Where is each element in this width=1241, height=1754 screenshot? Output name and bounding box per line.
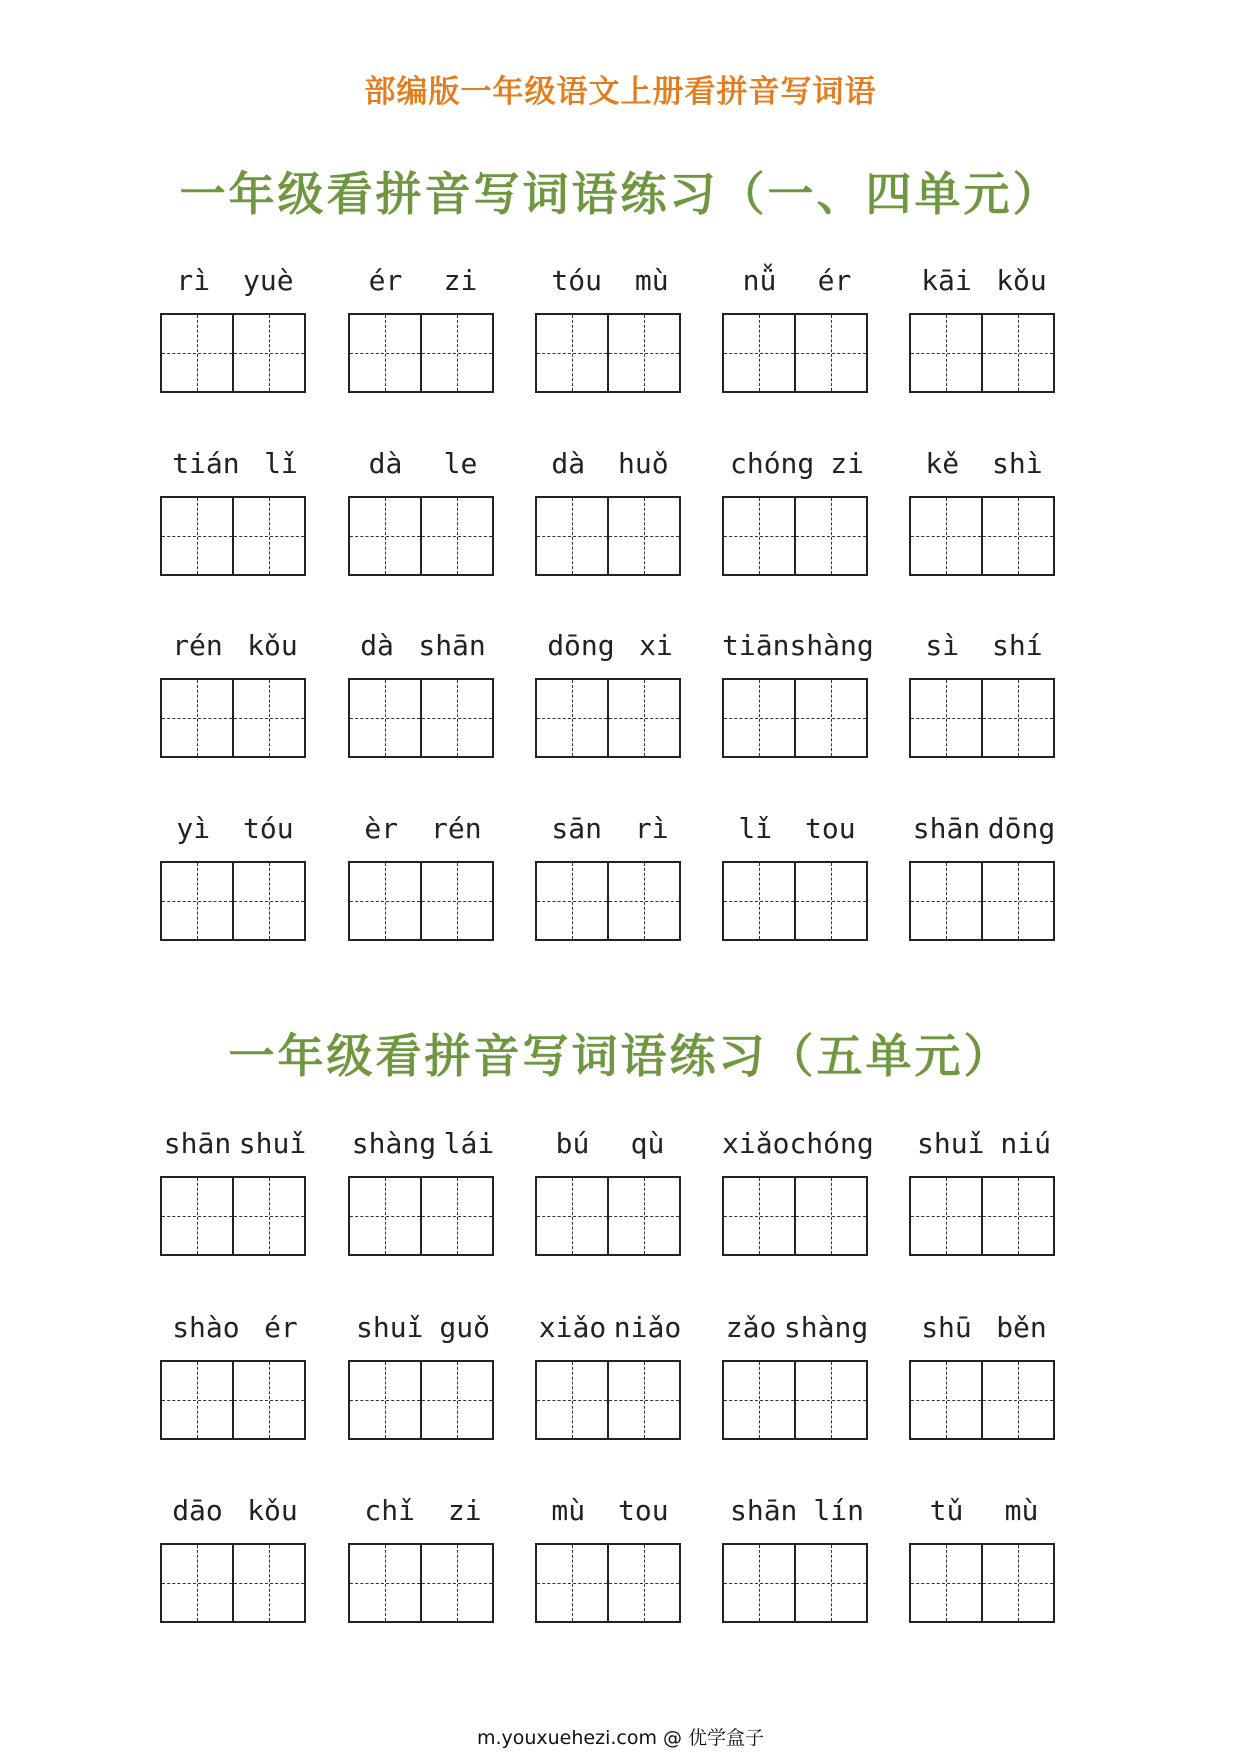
tianzige-boxes xyxy=(909,1360,1059,1440)
pinyin-syllable: shān xyxy=(418,629,486,662)
pinyin-syllable: nǚ xyxy=(742,264,777,297)
word-item xyxy=(160,1493,310,1623)
pinyin-syllable: mù xyxy=(551,1494,586,1527)
pinyin-syllable: zi xyxy=(830,447,864,480)
pinyin-syllable: xiǎo xyxy=(538,1311,607,1344)
pinyin-label xyxy=(160,628,310,664)
tianzige-boxes xyxy=(348,861,498,941)
tianzige-boxes xyxy=(160,1543,310,1623)
section-title-2: 一年级看拼音写词语练习（五单元） xyxy=(228,1029,1013,1083)
pinyin-syllable: shū xyxy=(921,1311,972,1344)
word-item xyxy=(722,811,872,941)
word-item xyxy=(535,628,685,758)
pinyin-syllable: shàng xyxy=(351,1127,437,1160)
pinyin-syllable: shí xyxy=(991,629,1043,662)
pinyin-label xyxy=(722,446,872,482)
tianzige-boxes xyxy=(348,1360,498,1440)
tianzige-box[interactable] xyxy=(794,1360,868,1440)
tianzige-boxes xyxy=(909,861,1059,941)
pinyin-syllable: rì xyxy=(176,264,211,297)
pinyin-syllable: shuǐ xyxy=(916,1127,985,1160)
tianzige-box[interactable] xyxy=(232,861,306,941)
tianzige-box[interactable] xyxy=(607,1543,681,1623)
word-item xyxy=(722,263,872,393)
pinyin-label xyxy=(348,263,498,299)
word-item xyxy=(535,1310,685,1440)
tianzige-box[interactable] xyxy=(722,313,796,393)
pinyin-label xyxy=(722,1493,872,1529)
pinyin-syllable: qù xyxy=(630,1127,665,1160)
pinyin-syllable: shān xyxy=(163,1127,232,1160)
tianzige-box[interactable] xyxy=(794,1543,868,1623)
pinyin-syllable: niǎo xyxy=(613,1311,682,1344)
pinyin-label xyxy=(535,1493,685,1529)
tianzige-box[interactable] xyxy=(909,1543,983,1623)
tianzige-box[interactable] xyxy=(722,1360,796,1440)
pinyin-label xyxy=(160,1310,310,1346)
tianzige-box[interactable] xyxy=(981,1360,1055,1440)
pinyin-label xyxy=(535,811,685,847)
tianzige-boxes xyxy=(909,313,1059,393)
pinyin-syllable: kāi xyxy=(921,264,972,297)
pinyin-syllable: dà xyxy=(551,447,586,480)
word-item xyxy=(348,263,498,393)
tianzige-box[interactable] xyxy=(909,1360,983,1440)
tianzige-boxes xyxy=(348,313,498,393)
tianzige-box[interactable] xyxy=(348,313,422,393)
pinyin-label xyxy=(722,263,872,299)
tianzige-box[interactable] xyxy=(909,496,983,576)
pinyin-label xyxy=(909,628,1059,664)
pinyin-label xyxy=(909,811,1059,847)
tianzige-box[interactable] xyxy=(607,861,681,941)
tianzige-box[interactable] xyxy=(981,496,1055,576)
pinyin-syllable: bú xyxy=(555,1127,590,1160)
pinyin-syllable: běn xyxy=(996,1311,1047,1344)
tianzige-boxes xyxy=(722,1543,872,1623)
pinyin-syllable: dà xyxy=(360,629,394,662)
tianzige-boxes xyxy=(722,678,872,758)
pinyin-label xyxy=(348,628,498,664)
tianzige-box[interactable] xyxy=(348,496,422,576)
pinyin-label xyxy=(909,1126,1059,1162)
tianzige-boxes xyxy=(909,1176,1059,1256)
tianzige-box[interactable] xyxy=(535,496,609,576)
pinyin-label xyxy=(722,811,872,847)
tianzige-boxes xyxy=(535,678,685,758)
word-item xyxy=(722,1493,872,1623)
pinyin-syllable: le xyxy=(443,447,478,480)
tianzige-boxes xyxy=(535,1176,685,1256)
pinyin-label xyxy=(348,1126,498,1162)
pinyin-syllable: chǐ xyxy=(364,1494,415,1527)
tianzige-box[interactable] xyxy=(909,678,983,758)
pinyin-label xyxy=(535,263,685,299)
tianzige-boxes xyxy=(160,861,310,941)
word-item xyxy=(348,1493,498,1623)
pinyin-syllable: lín xyxy=(813,1494,864,1527)
tianzige-box[interactable] xyxy=(981,313,1055,393)
pinyin-label xyxy=(348,446,498,482)
tianzige-box[interactable] xyxy=(420,1543,494,1623)
tianzige-boxes xyxy=(160,496,310,576)
tianzige-boxes xyxy=(160,1176,310,1256)
pinyin-label xyxy=(348,1493,498,1529)
pinyin-syllable: mù xyxy=(1004,1494,1039,1527)
pinyin-syllable: tou xyxy=(617,1494,669,1527)
tianzige-boxes xyxy=(348,1176,498,1256)
word-item xyxy=(722,446,872,576)
tianzige-box[interactable] xyxy=(535,861,609,941)
tianzige-box[interactable] xyxy=(535,313,609,393)
word-item xyxy=(160,628,310,758)
word-item xyxy=(909,1126,1059,1256)
tianzige-boxes xyxy=(535,1360,685,1440)
tianzige-box[interactable] xyxy=(794,1176,868,1256)
tianzige-box[interactable] xyxy=(607,678,681,758)
pinyin-syllable: dōng xyxy=(987,812,1056,845)
word-item xyxy=(160,263,310,393)
tianzige-box[interactable] xyxy=(420,1176,494,1256)
pinyin-syllable: tóu xyxy=(242,812,294,845)
pinyin-syllable: tiān xyxy=(722,629,790,662)
pinyin-syllable: sān xyxy=(551,812,602,845)
tianzige-box[interactable] xyxy=(909,861,983,941)
tianzige-box[interactable] xyxy=(722,1176,796,1256)
tianzige-box[interactable] xyxy=(607,1360,681,1440)
pinyin-syllable: èr xyxy=(364,812,399,845)
tianzige-box[interactable] xyxy=(794,496,868,576)
tianzige-boxes xyxy=(348,678,498,758)
pinyin-syllable: shān xyxy=(729,1494,798,1527)
pinyin-syllable: shào xyxy=(172,1311,240,1344)
pinyin-syllable: kǒu xyxy=(247,629,298,662)
pinyin-label xyxy=(160,1126,310,1162)
word-item xyxy=(909,446,1059,576)
word-item xyxy=(722,1126,872,1256)
tianzige-boxes xyxy=(535,313,685,393)
word-item xyxy=(348,446,498,576)
pinyin-label xyxy=(348,1310,498,1346)
tianzige-box[interactable] xyxy=(607,313,681,393)
pinyin-syllable: chóng xyxy=(729,447,815,480)
footer-watermark: m.youxuehezi.com @ 优学盒子 xyxy=(476,1727,765,1749)
tianzige-box[interactable] xyxy=(535,1176,609,1256)
pinyin-syllable: ér xyxy=(368,264,403,297)
tianzige-boxes xyxy=(160,678,310,758)
pinyin-syllable: zǎo xyxy=(725,1311,777,1344)
tianzige-box[interactable] xyxy=(535,1360,609,1440)
pinyin-syllable: zi xyxy=(447,1494,482,1527)
word-item xyxy=(909,811,1059,941)
word-item xyxy=(348,1310,498,1440)
word-item xyxy=(160,446,310,576)
tianzige-box[interactable] xyxy=(348,1176,422,1256)
tianzige-box[interactable] xyxy=(722,1543,796,1623)
pinyin-syllable: dāo xyxy=(172,1494,223,1527)
tianzige-boxes xyxy=(160,1360,310,1440)
tianzige-box[interactable] xyxy=(981,1176,1055,1256)
tianzige-boxes xyxy=(535,496,685,576)
pinyin-label xyxy=(722,1310,872,1346)
pinyin-syllable: lǐ xyxy=(264,447,298,480)
pinyin-label xyxy=(909,1493,1059,1529)
pinyin-syllable: lǐ xyxy=(738,812,773,845)
pinyin-syllable: shuǐ xyxy=(355,1311,424,1344)
pinyin-syllable: kǒu xyxy=(996,264,1047,297)
pinyin-syllable: xi xyxy=(639,629,673,662)
pinyin-syllable: zi xyxy=(443,264,478,297)
word-item xyxy=(909,1493,1059,1623)
tianzige-box[interactable] xyxy=(722,678,796,758)
pinyin-syllable: sì xyxy=(925,629,960,662)
section-title-1: 一年级看拼音写词语练习（一、四单元） xyxy=(179,167,1062,221)
tianzige-box[interactable] xyxy=(232,496,306,576)
tianzige-box[interactable] xyxy=(909,313,983,393)
pinyin-syllable: dà xyxy=(368,447,403,480)
tianzige-boxes xyxy=(722,313,872,393)
tianzige-box[interactable] xyxy=(420,1360,494,1440)
pinyin-label xyxy=(909,446,1059,482)
pinyin-syllable: ér xyxy=(264,1311,298,1344)
word-item xyxy=(535,811,685,941)
tianzige-box[interactable] xyxy=(722,496,796,576)
pinyin-syllable: kǒu xyxy=(247,1494,298,1527)
tianzige-boxes xyxy=(722,1176,872,1256)
tianzige-box[interactable] xyxy=(981,1543,1055,1623)
tianzige-boxes xyxy=(348,496,498,576)
pinyin-syllable: kě xyxy=(925,447,960,480)
pinyin-label xyxy=(535,446,685,482)
word-item xyxy=(722,1310,872,1440)
tianzige-box[interactable] xyxy=(160,678,234,758)
word-item xyxy=(348,811,498,941)
tianzige-box[interactable] xyxy=(420,678,494,758)
tianzige-box[interactable] xyxy=(722,861,796,941)
pinyin-syllable: tián xyxy=(172,447,240,480)
word-item xyxy=(348,628,498,758)
pinyin-syllable: ér xyxy=(817,264,852,297)
pinyin-label xyxy=(160,1493,310,1529)
tianzige-boxes xyxy=(722,1360,872,1440)
word-item xyxy=(535,263,685,393)
tianzige-boxes xyxy=(909,678,1059,758)
tianzige-boxes xyxy=(535,1543,685,1623)
pinyin-syllable: lái xyxy=(443,1127,495,1160)
word-item xyxy=(535,1493,685,1623)
word-item xyxy=(160,1126,310,1256)
tianzige-boxes xyxy=(909,496,1059,576)
pinyin-label xyxy=(535,1310,685,1346)
pinyin-syllable: rén xyxy=(172,629,223,662)
pinyin-syllable: xiǎo xyxy=(722,1127,790,1160)
tianzige-boxes xyxy=(348,1543,498,1623)
pinyin-syllable: shuǐ xyxy=(238,1127,307,1160)
pinyin-syllable: guǒ xyxy=(439,1311,490,1344)
pinyin-syllable: shàng xyxy=(789,629,874,662)
pinyin-label xyxy=(535,628,685,664)
tianzige-box[interactable] xyxy=(535,678,609,758)
tianzige-box[interactable] xyxy=(160,1543,234,1623)
word-item xyxy=(722,628,872,758)
tianzige-boxes xyxy=(160,313,310,393)
tianzige-box[interactable] xyxy=(420,861,494,941)
tianzige-box[interactable] xyxy=(160,1360,234,1440)
pinyin-syllable: tou xyxy=(804,812,856,845)
tianzige-box[interactable] xyxy=(607,496,681,576)
tianzige-box[interactable] xyxy=(348,678,422,758)
tianzige-box[interactable] xyxy=(160,313,234,393)
pinyin-label xyxy=(722,1126,872,1162)
tianzige-box[interactable] xyxy=(232,1176,306,1256)
pinyin-syllable: mù xyxy=(634,264,669,297)
tianzige-box[interactable] xyxy=(348,861,422,941)
pinyin-syllable: rì xyxy=(634,812,669,845)
word-item xyxy=(535,1126,685,1256)
pinyin-syllable: yuè xyxy=(242,264,294,297)
tianzige-box[interactable] xyxy=(232,313,306,393)
tianzige-box[interactable] xyxy=(607,1176,681,1256)
tianzige-box[interactable] xyxy=(794,861,868,941)
word-item xyxy=(909,263,1059,393)
pinyin-label xyxy=(535,1126,685,1162)
pinyin-syllable: shàng xyxy=(783,1311,869,1344)
pinyin-label xyxy=(160,263,310,299)
pinyin-syllable: shān xyxy=(912,812,981,845)
word-item xyxy=(160,1310,310,1440)
pinyin-syllable: huǒ xyxy=(617,447,669,480)
pinyin-label xyxy=(160,811,310,847)
tianzige-box[interactable] xyxy=(981,678,1055,758)
word-item xyxy=(909,1310,1059,1440)
tianzige-box[interactable] xyxy=(348,1543,422,1623)
pinyin-syllable: dōng xyxy=(547,629,615,662)
tianzige-box[interactable] xyxy=(232,678,306,758)
tianzige-boxes xyxy=(722,496,872,576)
tianzige-box[interactable] xyxy=(909,1176,983,1256)
tianzige-box[interactable] xyxy=(981,861,1055,941)
pinyin-label xyxy=(348,811,498,847)
word-item xyxy=(535,446,685,576)
tianzige-box[interactable] xyxy=(160,496,234,576)
tianzige-box[interactable] xyxy=(535,1543,609,1623)
tianzige-boxes xyxy=(722,861,872,941)
tianzige-box[interactable] xyxy=(794,678,868,758)
word-item xyxy=(348,1126,498,1256)
pinyin-label xyxy=(909,263,1059,299)
tianzige-boxes xyxy=(909,1543,1059,1623)
tianzige-box[interactable] xyxy=(420,496,494,576)
tianzige-box[interactable] xyxy=(420,313,494,393)
word-item xyxy=(160,811,310,941)
word-item xyxy=(909,628,1059,758)
pinyin-syllable: yì xyxy=(176,812,211,845)
tianzige-box[interactable] xyxy=(160,861,234,941)
tianzige-box[interactable] xyxy=(348,1360,422,1440)
tianzige-box[interactable] xyxy=(794,313,868,393)
tianzige-box[interactable] xyxy=(232,1543,306,1623)
pinyin-label xyxy=(160,446,310,482)
pinyin-syllable: niú xyxy=(1000,1127,1051,1160)
pinyin-syllable: shì xyxy=(991,447,1043,480)
tianzige-box[interactable] xyxy=(160,1176,234,1256)
tianzige-box[interactable] xyxy=(232,1360,306,1440)
pinyin-syllable: tǔ xyxy=(929,1494,964,1527)
tianzige-boxes xyxy=(535,861,685,941)
pinyin-label xyxy=(722,628,872,664)
pinyin-syllable: rén xyxy=(430,812,482,845)
page-top-title: 部编版一年级语文上册看拼音写词语 xyxy=(364,74,877,110)
pinyin-label xyxy=(909,1310,1059,1346)
pinyin-syllable: tóu xyxy=(551,264,602,297)
pinyin-syllable: chóng xyxy=(789,1127,874,1160)
